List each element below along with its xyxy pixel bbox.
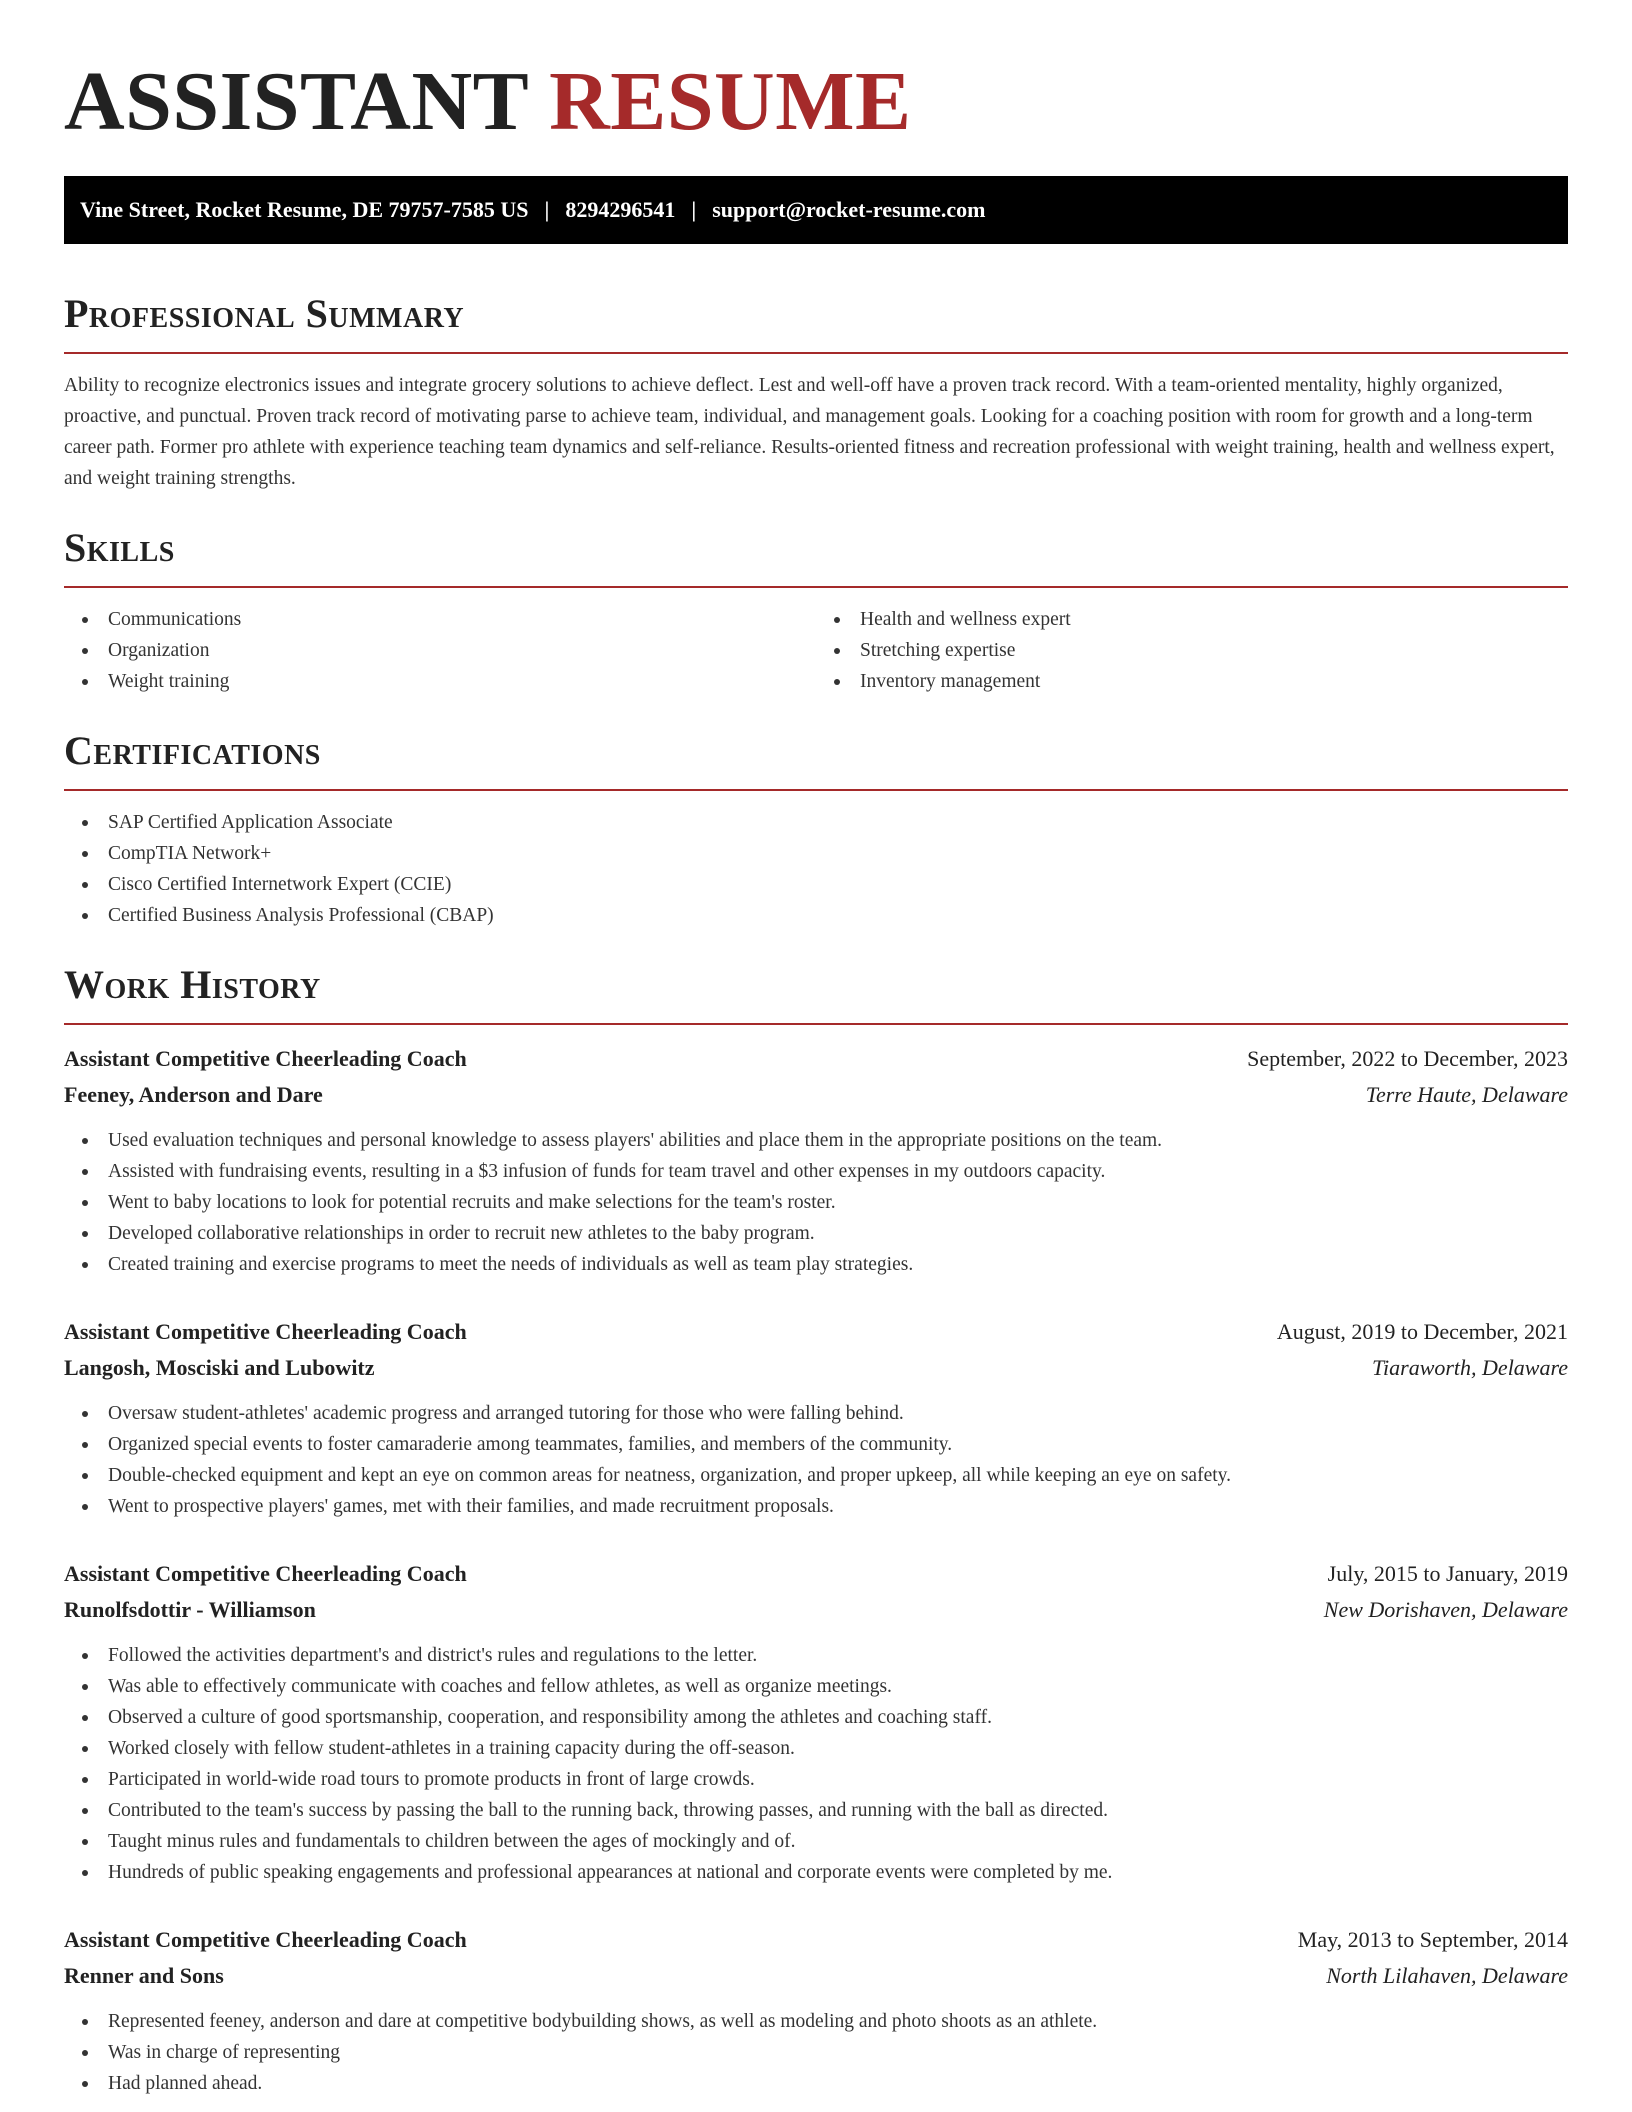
job-title: Assistant Competitive Cheerleading Coach — [64, 1319, 467, 1344]
job-company-row — [64, 1077, 1568, 1113]
skills-grid — [64, 588, 1568, 697]
title-part-1: ASSISTANT — [64, 55, 528, 148]
skills-list-right — [816, 604, 1568, 697]
job-bullet: Observed a culture of good sportsmanship, cooperation, and responsibility among the athletes and coaching staff. — [64, 1702, 1568, 1733]
job-bullet: Went to prospective players' games, met with their families, and made recruitment proposals. — [64, 1491, 1568, 1522]
job-bullet-list — [64, 1386, 1568, 1522]
certification-item: SAP Certified Application Associate — [64, 807, 1568, 838]
job-dates: September, 2022 to December, 2023 — [1247, 1046, 1568, 1071]
skills-list-left — [64, 604, 816, 697]
section-heading-work-history: Work History — [64, 961, 1568, 1025]
job-bullet-list — [64, 1628, 1568, 1888]
job-bullet: Organized special events to foster camaraderie among teammates, families, and members of the community. — [64, 1429, 1568, 1460]
contact-phone: 8294296541 — [565, 197, 676, 222]
job-bullet: Had planned ahead. — [64, 2068, 1568, 2099]
job-entry — [64, 1922, 1568, 2099]
job-title: Assistant Competitive Cheerleading Coach — [64, 1046, 467, 1071]
job-bullet: Double-checked equipment and kept an eye on common areas for neatness, organization, and proper upkeep, all while keeping an eye on safety. — [64, 1460, 1568, 1491]
job-bullet: Hundreds of public speaking engagements and professional appearances at national and corporate events were completed by me. — [64, 1857, 1568, 1888]
job-dates: July, 2015 to January, 2019 — [1327, 1561, 1568, 1586]
job-entry — [64, 1314, 1568, 1522]
contact-separator: | — [691, 197, 697, 222]
job-location: New Dorishaven, Delaware — [1323, 1597, 1568, 1622]
skill-item: Stretching expertise — [816, 635, 1568, 666]
job-title-row — [64, 1556, 1568, 1592]
job-bullet: Participated in world-wide road tours to promote products in front of large crowds. — [64, 1764, 1568, 1795]
job-bullet-list — [64, 1994, 1568, 2099]
job-entry — [64, 1556, 1568, 1888]
job-title-row — [64, 1922, 1568, 1958]
certification-item: CompTIA Network+ — [64, 838, 1568, 869]
job-bullet: Oversaw student-athletes' academic progress and arranged tutoring for those who were falling behind. — [64, 1398, 1568, 1429]
job-company: Feeney, Anderson and Dare — [64, 1082, 323, 1107]
certifications-section — [64, 727, 1568, 931]
resume-title — [64, 0, 1568, 146]
contact-separator: | — [544, 197, 550, 222]
job-bullet: Was able to effectively communicate with coaches and fellow athletes, as well as organize meetings. — [64, 1671, 1568, 1702]
job-bullet: Followed the activities department's and district's rules and regulations to the letter. — [64, 1640, 1568, 1671]
work-history-section — [64, 961, 1568, 2099]
job-bullet: Created training and exercise programs to meet the needs of individuals as well as team play strategies. — [64, 1249, 1568, 1280]
job-company: Renner and Sons — [64, 1963, 224, 1988]
certification-item: Cisco Certified Internetwork Expert (CCIE) — [64, 869, 1568, 900]
job-location: North Lilahaven, Delaware — [1326, 1963, 1568, 1988]
section-heading-certifications: Certifications — [64, 727, 1568, 791]
section-heading-summary: Professional Summary — [64, 290, 1568, 354]
skill-item: Inventory management — [816, 666, 1568, 697]
contact-address: Vine Street, Rocket Resume, DE 79757-7585 US — [80, 197, 529, 222]
job-location: Terre Haute, Delaware — [1365, 1082, 1568, 1107]
job-company-row — [64, 1958, 1568, 1994]
job-company-row — [64, 1350, 1568, 1386]
skill-item: Communications — [64, 604, 816, 635]
job-company-row — [64, 1592, 1568, 1628]
job-bullet-list — [64, 1113, 1568, 1280]
certification-item: Certified Business Analysis Professional (CBAP) — [64, 900, 1568, 931]
skill-item: Weight training — [64, 666, 816, 697]
summary-text: Ability to recognize electronics issues and integrate grocery solutions to achieve deflect. Lest and well-off have a proven track record. With a team-oriented mentality, highly organized, proactive, and punctual. Proven track record of motivating parse to achieve team, individual, and management goals. Looking for a coaching position with room for growth and a long-term career path. Former pro athlete with experience teaching team dynamics and self-reliance. Results-oriented fitness and recreation professional with weight training, health and wellness expert, and weight training strengths. — [64, 375, 1555, 489]
skill-item: Health and wellness expert — [816, 604, 1568, 635]
contact-bar — [64, 176, 1568, 244]
skill-item: Organization — [64, 635, 816, 666]
job-title: Assistant Competitive Cheerleading Coach — [64, 1561, 467, 1586]
professional-summary-section — [64, 290, 1568, 494]
job-company: Langosh, Mosciski and Lubowitz — [64, 1355, 375, 1380]
job-dates: May, 2013 to September, 2014 — [1297, 1927, 1568, 1952]
job-location: Tiaraworth, Delaware — [1372, 1355, 1568, 1380]
job-bullet: Assisted with fundraising events, resulting in a $3 infusion of funds for team travel and other expenses in my outdoors capacity. — [64, 1156, 1568, 1187]
contact-email: support@rocket-resume.com — [712, 197, 986, 222]
job-bullet: Represented feeney, anderson and dare at competitive bodybuilding shows, as well as modeling and photo shoots as an athlete. — [64, 2006, 1568, 2037]
job-company: Runolfsdottir - Williamson — [64, 1597, 316, 1622]
title-part-2: RESUME — [549, 55, 912, 148]
job-bullet: Developed collaborative relationships in order to recruit new athletes to the baby program. — [64, 1218, 1568, 1249]
job-bullet: Worked closely with fellow student-athletes in a training capacity during the off-season. — [64, 1733, 1568, 1764]
skills-section — [64, 524, 1568, 697]
section-heading-skills: Skills — [64, 524, 1568, 588]
job-title-row — [64, 1314, 1568, 1350]
job-bullet: Went to baby locations to look for potential recruits and make selections for the team's roster. — [64, 1187, 1568, 1218]
job-title-row — [64, 1041, 1568, 1077]
job-bullet: Taught minus rules and fundamentals to children between the ages of mockingly and of. — [64, 1826, 1568, 1857]
job-dates: August, 2019 to December, 2021 — [1276, 1319, 1568, 1344]
job-entry — [64, 1041, 1568, 1280]
job-bullet: Used evaluation techniques and personal knowledge to assess players' abilities and place them in the appropriate positions on the team. — [64, 1125, 1568, 1156]
job-bullet: Was in charge of representing — [64, 2037, 1568, 2068]
certifications-list — [64, 791, 1568, 931]
job-title: Assistant Competitive Cheerleading Coach — [64, 1927, 467, 1952]
job-bullet: Contributed to the team's success by passing the ball to the running back, throwing passes, and running with the ball as directed. — [64, 1795, 1568, 1826]
